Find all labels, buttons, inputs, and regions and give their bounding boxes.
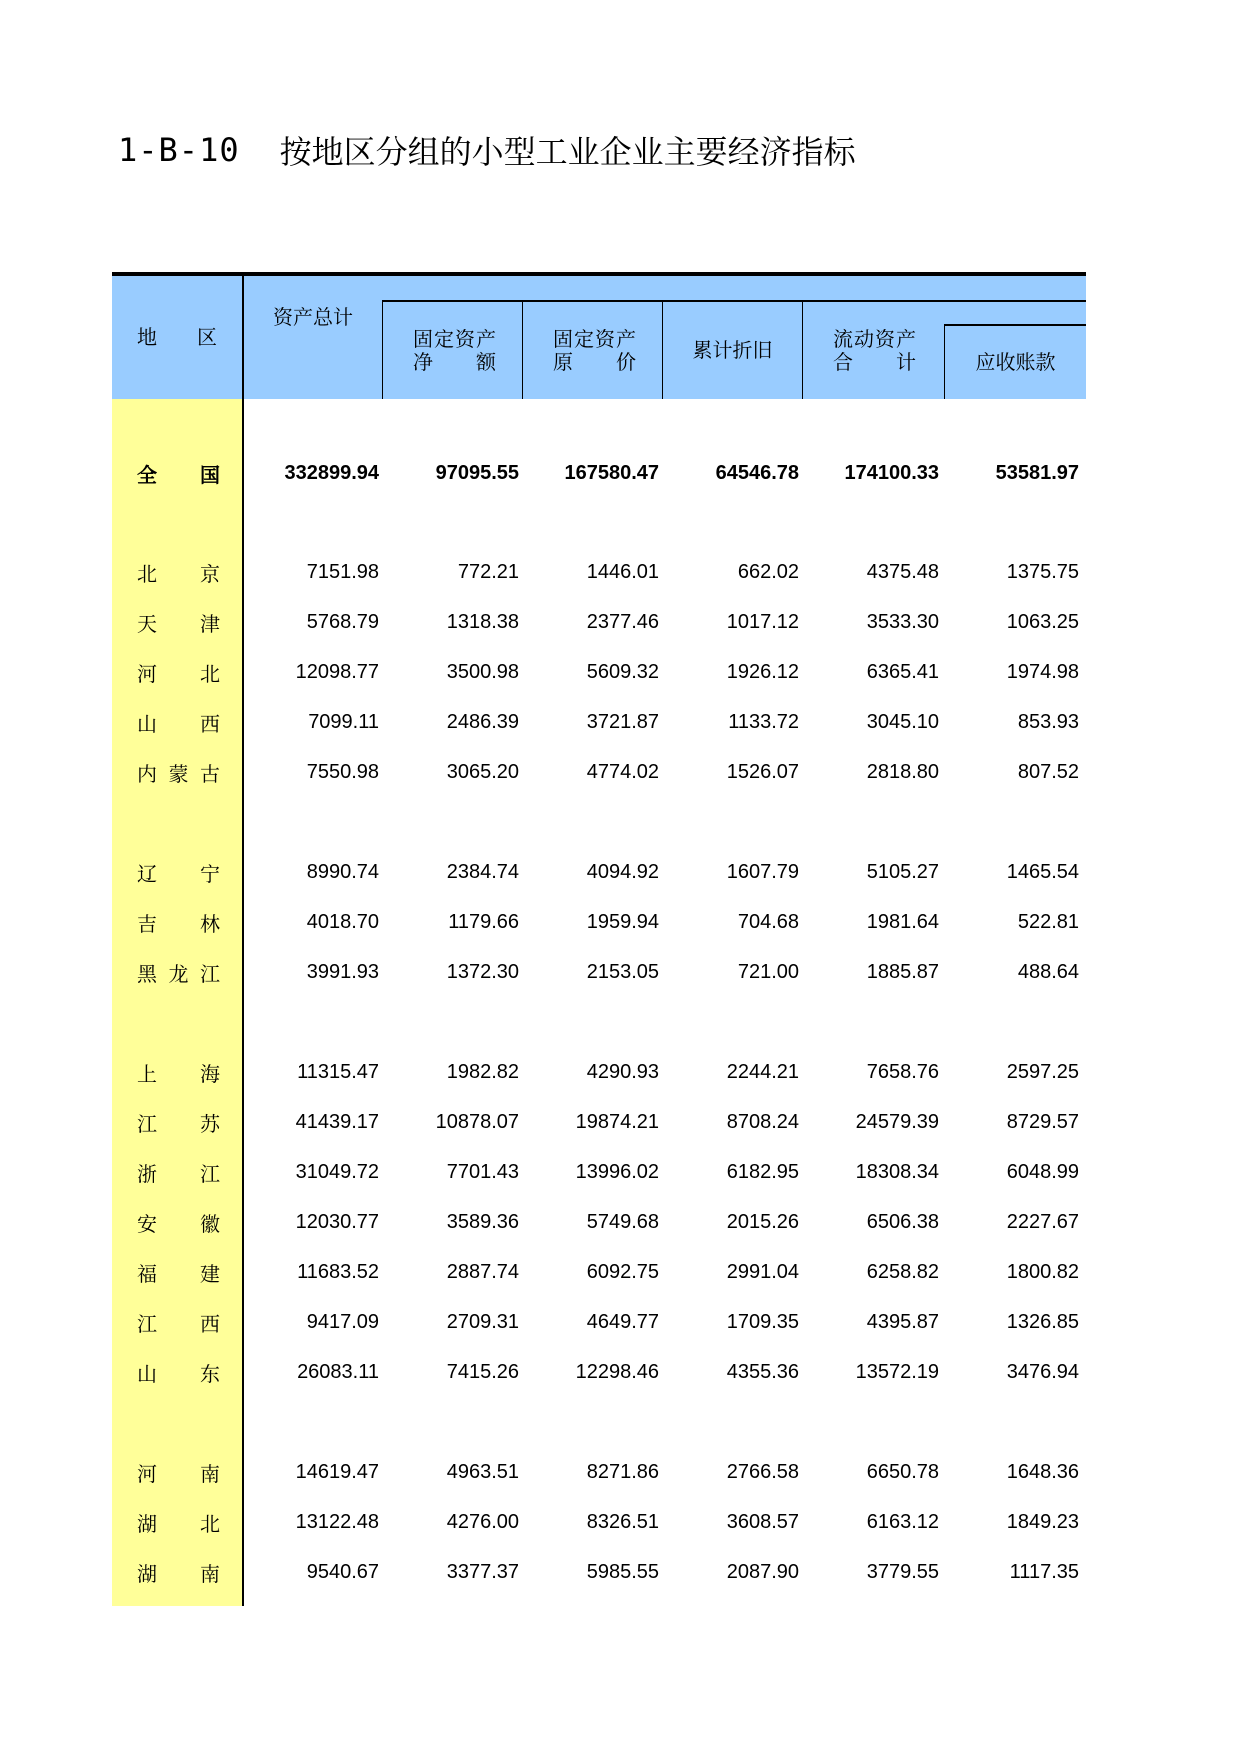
header-current-line2: 合 计 <box>833 349 917 374</box>
value-cell: 10878.07 <box>435 1110 519 1133</box>
region-char: 宁 <box>200 861 220 886</box>
table-row <box>112 1497 1086 1547</box>
table-row <box>112 1247 1086 1297</box>
value-cell: 4018.70 <box>306 910 379 933</box>
value-cell: 174100.33 <box>844 461 939 484</box>
table-row <box>112 1097 1086 1147</box>
region-name <box>112 1158 242 1187</box>
header-total-assets-label: 资产总计 <box>273 304 353 329</box>
table-row <box>112 1447 1086 1497</box>
table-row <box>112 1147 1086 1197</box>
value-cell: 5749.68 <box>586 1210 659 1233</box>
region-name <box>112 908 242 937</box>
region-char: 江 <box>200 1161 220 1186</box>
region-char: 北 <box>200 661 220 686</box>
value-cell: 12030.77 <box>295 1210 379 1233</box>
value-cell: 2887.74 <box>446 1260 519 1283</box>
header-fixed-net <box>383 302 522 399</box>
value-cell: 6365.41 <box>866 660 939 683</box>
region-name <box>112 1058 242 1087</box>
region-name <box>112 459 242 488</box>
region-name <box>112 558 242 587</box>
value-cell: 6182.95 <box>726 1160 799 1183</box>
header-fixed-net-line2: 净 额 <box>413 349 497 374</box>
value-cell: 8990.74 <box>306 860 379 883</box>
header-fixed-original-line1: 固定资产 <box>553 326 637 351</box>
value-cell: 1133.72 <box>728 710 799 733</box>
region-char: 龙 <box>168 961 189 986</box>
value-cell: 1318.38 <box>446 610 519 633</box>
region-char: 西 <box>200 711 220 736</box>
value-cell: 1974.98 <box>1006 660 1079 683</box>
value-cell: 11683.52 <box>297 1260 379 1283</box>
value-cell: 8708.24 <box>726 1110 799 1133</box>
value-cell: 2153.05 <box>586 960 659 983</box>
region-char: 全 <box>137 462 157 487</box>
region-char: 内 <box>137 761 157 786</box>
value-cell: 2597.25 <box>1006 1060 1079 1083</box>
region-char: 徽 <box>200 1211 220 1236</box>
page-title <box>118 128 856 172</box>
value-cell: 11315.47 <box>297 1060 379 1083</box>
region-name <box>112 1208 242 1237</box>
value-cell: 1372.30 <box>446 960 519 983</box>
table-row <box>112 1347 1086 1397</box>
value-cell: 1709.35 <box>726 1310 799 1333</box>
value-cell: 3045.10 <box>866 710 939 733</box>
region-char: 湖 <box>137 1561 157 1586</box>
region-char: 湖 <box>137 1511 157 1536</box>
table-row-total <box>112 448 1086 498</box>
value-cell: 7151.98 <box>306 560 379 583</box>
region-char: 河 <box>137 661 157 686</box>
region-char: 黑 <box>137 961 157 986</box>
header-depreciation-label: 累计折旧 <box>692 338 773 362</box>
value-cell: 8729.57 <box>1006 1110 1079 1133</box>
region-char: 建 <box>200 1261 220 1286</box>
value-cell: 13572.19 <box>855 1360 939 1383</box>
value-cell: 5105.27 <box>866 860 939 883</box>
value-cell: 4774.02 <box>586 760 659 783</box>
table-row <box>112 1297 1086 1347</box>
region-char: 北 <box>200 1511 220 1536</box>
header-fixed-original-line2: 原 价 <box>553 349 637 374</box>
value-cell: 2244.21 <box>726 1060 799 1083</box>
value-cell: 2991.04 <box>726 1260 799 1283</box>
value-cell: 704.68 <box>737 910 799 933</box>
value-cell: 772.21 <box>457 560 519 583</box>
region-char: 海 <box>200 1061 220 1086</box>
header-region-label: 地 区 <box>137 325 217 349</box>
table-row <box>112 1197 1086 1247</box>
value-cell: 9540.67 <box>306 1560 379 1583</box>
region-name <box>112 608 242 637</box>
header-receivables <box>945 326 1086 399</box>
value-cell: 3065.20 <box>446 760 519 783</box>
value-cell: 7658.76 <box>866 1060 939 1083</box>
value-cell: 3721.87 <box>586 710 659 733</box>
value-cell: 2377.46 <box>586 610 659 633</box>
table-code: 1-B-10 <box>118 131 240 169</box>
table-row <box>112 1547 1086 1597</box>
value-cell: 3779.55 <box>866 1560 939 1583</box>
table-row <box>112 1047 1086 1097</box>
value-cell: 7550.98 <box>306 760 379 783</box>
region-char: 古 <box>200 761 220 786</box>
region-char: 蒙 <box>168 761 189 786</box>
value-cell: 1179.66 <box>448 910 519 933</box>
region-name <box>112 708 242 737</box>
region-char: 浙 <box>137 1161 157 1186</box>
value-cell: 6048.99 <box>1006 1160 1079 1183</box>
data-table <box>112 272 1086 1606</box>
region-char: 河 <box>137 1461 157 1486</box>
value-cell: 4649.77 <box>586 1310 659 1333</box>
value-cell: 6092.75 <box>586 1260 659 1283</box>
value-cell: 3533.30 <box>866 610 939 633</box>
value-cell: 522.81 <box>1017 910 1079 933</box>
value-cell: 2709.31 <box>446 1310 519 1333</box>
value-cell: 1526.07 <box>726 760 799 783</box>
region-name <box>112 958 242 987</box>
region-char: 西 <box>200 1311 220 1336</box>
value-cell: 26083.11 <box>297 1360 379 1383</box>
region-char: 安 <box>137 1211 157 1236</box>
header-region <box>112 276 242 399</box>
table-row <box>112 847 1086 897</box>
region-char: 福 <box>137 1261 157 1286</box>
table-row <box>112 647 1086 697</box>
region-char: 北 <box>137 561 157 586</box>
value-cell: 3500.98 <box>446 660 519 683</box>
value-cell: 5609.32 <box>586 660 659 683</box>
region-name <box>112 1358 242 1387</box>
header-current-line1: 流动资产 <box>833 326 917 351</box>
value-cell: 53581.97 <box>995 461 1079 484</box>
value-cell: 2087.90 <box>726 1560 799 1583</box>
table-row <box>112 947 1086 997</box>
value-cell: 7415.26 <box>446 1360 519 1383</box>
table-row <box>112 547 1086 597</box>
header-depreciation <box>663 302 802 399</box>
region-char: 东 <box>200 1361 220 1386</box>
value-cell: 1800.82 <box>1006 1260 1079 1283</box>
region-char: 吉 <box>137 911 157 936</box>
header-total-assets <box>244 300 382 334</box>
region-name <box>112 1508 242 1537</box>
value-cell: 1885.87 <box>866 960 939 983</box>
value-cell: 1849.23 <box>1006 1510 1079 1533</box>
table-header <box>112 276 1086 399</box>
value-cell: 1017.12 <box>726 610 799 633</box>
value-cell: 4375.48 <box>866 560 939 583</box>
header-fixed-original <box>523 302 662 399</box>
header-receivables-label: 应收账款 <box>975 350 1056 374</box>
region-char: 江 <box>200 961 220 986</box>
value-cell: 8271.86 <box>586 1460 659 1483</box>
header-fixed-net-line1: 固定资产 <box>413 326 497 351</box>
value-cell: 9417.09 <box>306 1310 379 1333</box>
region-char: 津 <box>200 611 220 636</box>
value-cell: 5768.79 <box>306 610 379 633</box>
region-char: 山 <box>137 1361 157 1386</box>
value-cell: 64546.78 <box>715 461 799 484</box>
value-cell: 2818.80 <box>866 760 939 783</box>
value-cell: 13122.48 <box>295 1510 379 1533</box>
value-cell: 4395.87 <box>866 1310 939 1333</box>
value-cell: 6506.38 <box>866 1210 939 1233</box>
value-cell: 24579.39 <box>855 1110 939 1133</box>
region-char: 南 <box>200 1561 220 1586</box>
value-cell: 1326.85 <box>1006 1310 1079 1333</box>
region-char: 天 <box>137 611 157 636</box>
region-name <box>112 1258 242 1287</box>
value-cell: 853.93 <box>1017 710 1079 733</box>
value-cell: 12098.77 <box>295 660 379 683</box>
value-cell: 1926.12 <box>726 660 799 683</box>
value-cell: 1607.79 <box>726 860 799 883</box>
value-cell: 41439.17 <box>295 1110 379 1133</box>
value-cell: 807.52 <box>1017 760 1079 783</box>
region-char: 山 <box>137 711 157 736</box>
value-cell: 2766.58 <box>726 1460 799 1483</box>
value-cell: 662.02 <box>737 560 799 583</box>
region-char: 林 <box>200 911 220 936</box>
table-row <box>112 897 1086 947</box>
value-cell: 4355.36 <box>726 1360 799 1383</box>
value-cell: 1063.25 <box>1006 610 1079 633</box>
region-name <box>112 1108 242 1137</box>
value-cell: 3608.57 <box>726 1510 799 1533</box>
value-cell: 4094.92 <box>586 860 659 883</box>
value-cell: 1465.54 <box>1006 860 1079 883</box>
region-name <box>112 658 242 687</box>
value-cell: 14619.47 <box>295 1460 379 1483</box>
region-name <box>112 1458 242 1487</box>
value-cell: 18308.34 <box>855 1160 939 1183</box>
value-cell: 332899.94 <box>284 461 379 484</box>
region-char: 京 <box>200 561 220 586</box>
value-cell: 7099.11 <box>308 710 379 733</box>
value-cell: 2384.74 <box>446 860 519 883</box>
value-cell: 3589.36 <box>446 1210 519 1233</box>
region-name <box>112 858 242 887</box>
region-char: 南 <box>200 1461 220 1486</box>
table-row <box>112 597 1086 647</box>
value-cell: 4290.93 <box>586 1060 659 1083</box>
region-char: 上 <box>137 1061 157 1086</box>
value-cell: 3991.93 <box>306 960 379 983</box>
value-cell: 1117.35 <box>1009 1560 1079 1583</box>
region-char: 国 <box>200 462 220 487</box>
value-cell: 31049.72 <box>295 1160 379 1183</box>
value-cell: 1375.75 <box>1006 560 1079 583</box>
value-cell: 13996.02 <box>575 1160 659 1183</box>
value-cell: 488.64 <box>1017 960 1079 983</box>
value-cell: 2227.67 <box>1006 1210 1079 1233</box>
value-cell: 97095.55 <box>435 461 519 484</box>
value-cell: 2015.26 <box>726 1210 799 1233</box>
region-char: 江 <box>137 1311 157 1336</box>
value-cell: 3476.94 <box>1006 1360 1079 1383</box>
value-cell: 1982.82 <box>446 1060 519 1083</box>
value-cell: 721.00 <box>737 960 799 983</box>
region-char: 苏 <box>200 1111 220 1136</box>
table-title: 按地区分组的小型工业企业主要经济指标 <box>279 133 856 171</box>
value-cell: 6258.82 <box>866 1260 939 1283</box>
value-cell: 167580.47 <box>564 461 659 484</box>
value-cell: 1446.01 <box>586 560 659 583</box>
value-cell: 1981.64 <box>866 910 939 933</box>
table-row <box>112 697 1086 747</box>
header-current-assets <box>803 302 944 399</box>
region-char: 江 <box>137 1111 157 1136</box>
value-cell: 4276.00 <box>446 1510 519 1533</box>
value-cell: 1959.94 <box>586 910 659 933</box>
table-row <box>112 747 1086 797</box>
region-char: 辽 <box>137 861 157 886</box>
value-cell: 12298.46 <box>575 1360 659 1383</box>
value-cell: 7701.43 <box>446 1160 519 1183</box>
value-cell: 19874.21 <box>575 1110 659 1133</box>
value-cell: 5985.55 <box>586 1560 659 1583</box>
value-cell: 1648.36 <box>1006 1460 1079 1483</box>
value-cell: 8326.51 <box>586 1510 659 1533</box>
value-cell: 2486.39 <box>446 710 519 733</box>
region-name <box>112 758 242 787</box>
region-name <box>112 1558 242 1587</box>
region-name <box>112 1308 242 1337</box>
value-cell: 6650.78 <box>866 1460 939 1483</box>
value-cell: 4963.51 <box>446 1460 519 1483</box>
value-cell: 3377.37 <box>446 1560 519 1583</box>
value-cell: 6163.12 <box>866 1510 939 1533</box>
